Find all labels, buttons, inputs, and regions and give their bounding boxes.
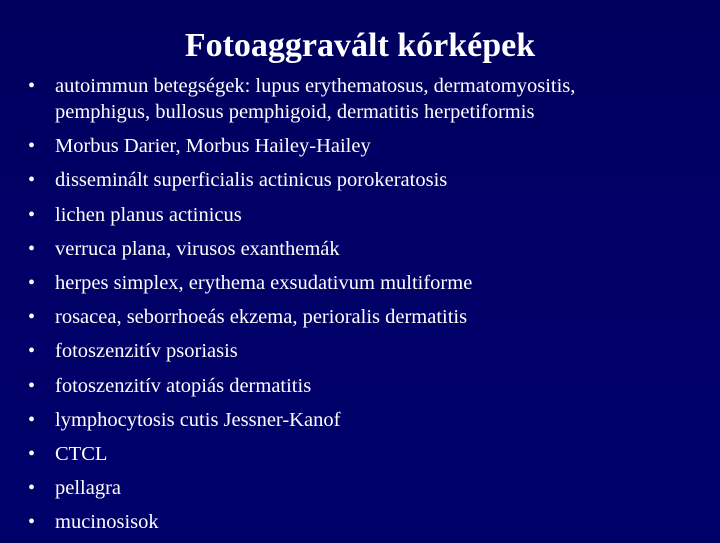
list-item-text: verruca plana, virusos exanthemák bbox=[55, 237, 340, 260]
list-item bbox=[28, 202, 708, 228]
bullet-icon: • bbox=[28, 408, 36, 431]
bullet-icon: • bbox=[28, 442, 36, 465]
list-item bbox=[28, 73, 708, 125]
bullet-icon: • bbox=[28, 340, 36, 363]
list-item bbox=[28, 167, 708, 193]
list-item-text: autoimmun betegségek: lupus erythematosus, dermatomyositis, bbox=[55, 75, 576, 97]
list-item bbox=[28, 441, 708, 467]
list-item bbox=[28, 407, 708, 433]
list-item bbox=[28, 133, 708, 159]
bullet-icon: • bbox=[28, 374, 36, 397]
bullet-icon: • bbox=[28, 135, 36, 158]
list-item-text-continued: pemphigus, bullosus pemphigoid, dermatitis herpetiformis bbox=[55, 101, 535, 123]
list-item-text: CTCL bbox=[55, 442, 108, 465]
list-item-text: mucinosisok bbox=[55, 511, 159, 534]
bullet-icon: • bbox=[28, 75, 36, 97]
bullet-icon: • bbox=[28, 477, 36, 500]
list-item bbox=[28, 338, 708, 364]
list-item bbox=[28, 373, 708, 399]
list-item-text: lymphocytosis cutis Jessner-Kanof bbox=[55, 408, 341, 431]
bullet-icon: • bbox=[28, 203, 36, 226]
list-item-text: herpes simplex, erythema exsudativum multiforme bbox=[55, 271, 473, 294]
bullet-icon: • bbox=[28, 271, 36, 294]
bullet-icon: • bbox=[28, 511, 36, 534]
list-item-text: pellagra bbox=[55, 477, 122, 500]
list-item bbox=[28, 270, 708, 296]
list-item-text: lichen planus actinicus bbox=[55, 203, 242, 226]
list-item bbox=[28, 236, 708, 262]
slide-title: Fotoaggravált kórképek bbox=[184, 27, 536, 64]
list-item-text: fotoszenzitív psoriasis bbox=[55, 340, 238, 363]
list-item bbox=[28, 509, 708, 535]
list-item-text: Morbus Darier, Morbus Hailey-Hailey bbox=[55, 135, 371, 158]
bullet-list bbox=[28, 73, 708, 543]
list-item-text: disseminált superficialis actinicus porokeratosis bbox=[55, 169, 448, 192]
list-item-text: fotoszenzitív atopiás dermatitis bbox=[55, 374, 312, 397]
list-item-text: rosacea, seborrhoeás ekzema, perioralis dermatitis bbox=[55, 306, 468, 329]
bullet-icon: • bbox=[28, 306, 36, 329]
list-item bbox=[28, 304, 708, 330]
bullet-icon: • bbox=[28, 237, 36, 260]
list-item bbox=[28, 475, 708, 501]
bullet-icon: • bbox=[28, 169, 36, 192]
